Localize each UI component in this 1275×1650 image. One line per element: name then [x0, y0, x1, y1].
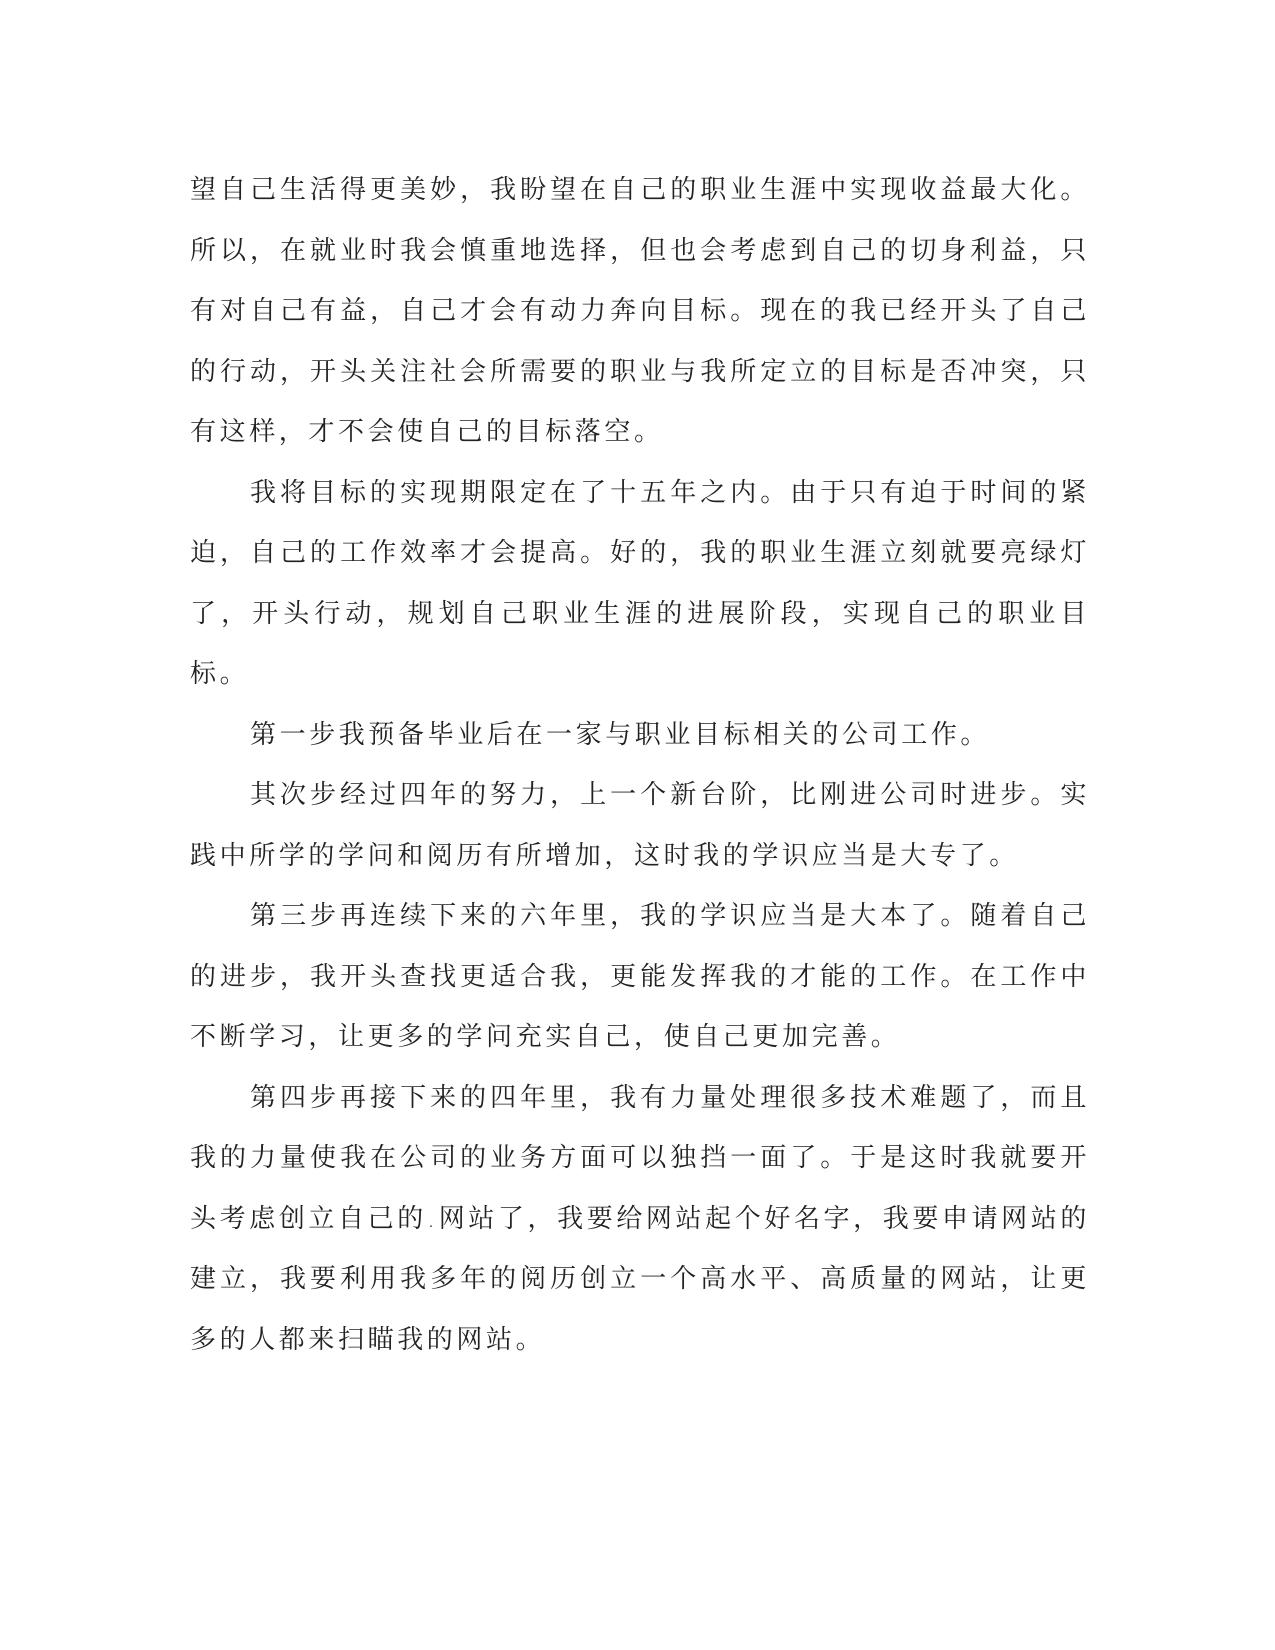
paragraph-4: 其次步经过四年的努力，上一个新台阶，比刚进公司时进步。实践中所学的学问和阅历有所增加，这时我的学识应当是大专了。 — [190, 780, 1090, 871]
paragraph-3: 第一步我预备毕业后在一家与职业目标相关的公司工作。 — [250, 719, 991, 750]
paragraph-5: 第三步再连续下来的六年里，我的学识应当是大本了。随着自己的进步，我开头查找更适合我，更能发挥我的才能的工作。在工作中不断学习，让更多的学问充实自己，使自己更加完善。 — [190, 901, 1090, 1052]
paragraph-1: 望自己生活得更美妙，我盼望在自己的职业生涯中实现收益最大化。所以，在就业时我会慎重地选择，但也会考虑到自己的切身利益，只有对自己有益，自己才会有动力奔向目标。现在的我已经开头了自己的行动，开头关注社会所需要的职业与我所定立的目标是否冲突，只有这样，才不会使自己的目标落空。 — [190, 175, 1090, 447]
body-text — [190, 160, 1090, 1370]
paragraph-2: 我将目标的实现期限定在了十五年之内。由于只有迫于时间的紧迫，自己的工作效率才会提高。好的，我的职业生涯立刻就要亮绿灯了，开头行动，规划自己职业生涯的进展阶段，实现自己的职业目标。 — [190, 477, 1090, 689]
paragraph-6: 第四步再接下来的四年里，我有力量处理很多技术难题了，而且我的力量使我在公司的业务方面可以独挡一面了。于是这时我就要开头考虑创立自己的.网站了，我要给网站起个好名字，我要申请网站的建立，我要利用我多年的阅历创立一个高水平、高质量的网站，让更多的人都来扫瞄我的网站。 — [190, 1082, 1090, 1355]
